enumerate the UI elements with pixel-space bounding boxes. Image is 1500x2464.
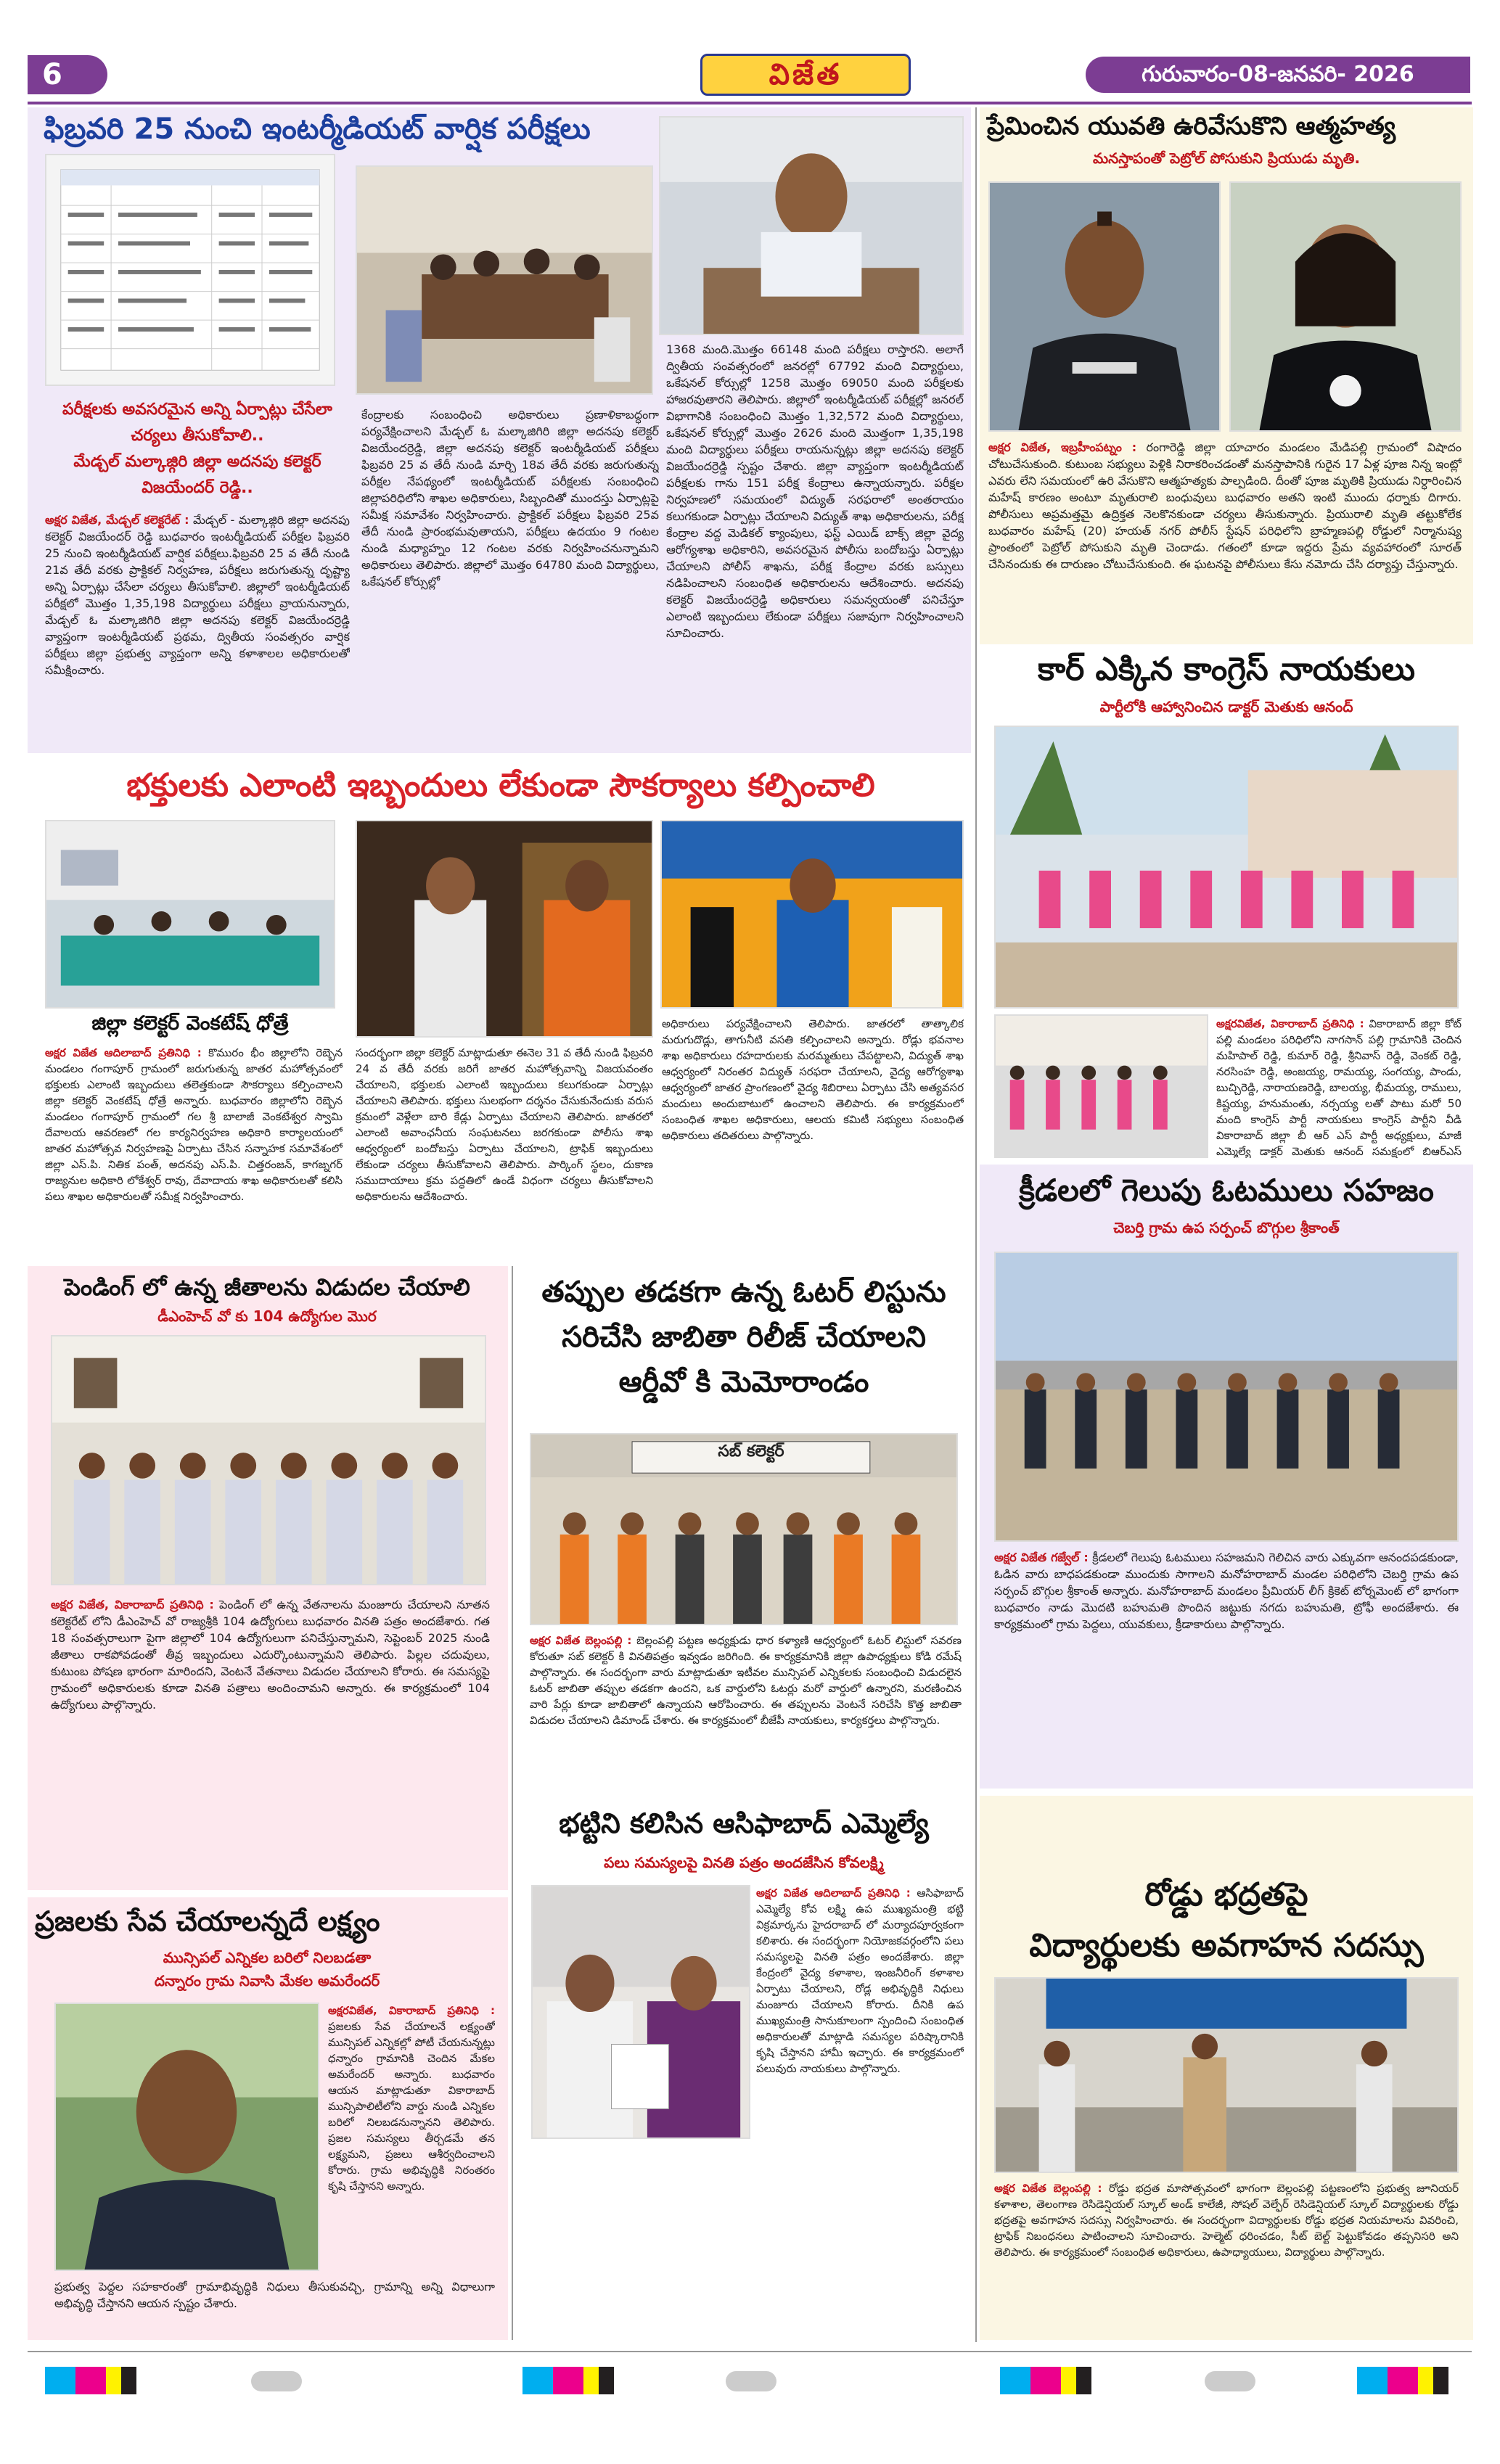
story-suicide-text: రంగారెడ్డి జిల్లా యాచారం మండలం మేడిపల్లి గ్రామంలో విషాదం చోటుచేసుకుంది. కుటుంబ సభ్యులు పెళ్లికి నిరాకరించడంతో మనస్తాపానికి గురైన 17 ఏళ్ల పూజ నిన్న ఇంట్లో ఎవరు లేని సమయంలో ఉరి వేసుకొని ఆత్మహత్యకు పాల్పడింది. దీంతో పూజ మృతికి ప్రియుడు నిర్ధారించిన మహేష్ కారణం అంటూ మృతురాలి బంధువులు బుధవారం అతని ఇంటి ముందు ధర్నాకు దిగారు. పోలీసులు అప్రమత్తమై ఉద్రిక్తత నెలకొనకుండా చర్యలు తీసుకున్నారు. ప్రియురాలి మృతి తట్టుకోలేక బుధవారం మహేష్ (20) హయత్ నగర్ పోలీస్ స్టేషన్ పరిధిలోని బ్రాహ్మణపల్లి రోడ్డులో నిర్మానుష్య ప్రాంతంలో పెట్రోల్ పోసుకుని మృతి చెందాడు. గతంలో కూడా ఇద్దరు ప్రేమ వ్యవహారంలో సూరత్ చేసినందుకు ఈ దారుణం చోటుచేసుకుంది. ఈ ఘటనపై పోలీసులు కేసు నమోదు చేసి దర్యాప్తు చేస్తున్నారు. <box>988 440 1462 571</box>
story-suicide-dateline: అక్షర విజేత, ఇబ్రహీంపట్నం : <box>988 440 1137 454</box>
story-inter-exams-headline: ఫిబ్రవరి 25 నుంచి ఇంటర్మీడియట్ వార్షిక పరీక్షలు <box>44 112 591 146</box>
story-roadsafety-text: రోడ్డు భద్రత మాసోత్సవంలో భాగంగా బెల్లంపల్లి పట్టణంలోని ప్రభుత్వ జూనియర్ కళాశాల, తెలంగాణ రెసిడెన్షియల్ స్కూల్ అండ్ కాలేజీ, సోషల్ వెల్ఫేర్ రెసిడెన్షియల్ స్కూల్ విద్యార్థులకు రోడ్డు భద్రతపై అవగాహన సదస్సు నిర్వహించారు. ఈ సందర్భంగా విద్యార్థులకు రోడ్డు భద్రత నియమాలను వివరించి, ట్రాఫిక్ నిబంధనలు పాటించాలని సూచించారు. హెల్మెట్ ధరించడం, సీట్ బెల్ట్ పెట్టుకోవడం తప్పనిసరి అని తెలిపారు. ఈ కార్యక్రమంలో సంబంధిత అధికారులు, ఉపాధ్యాయులు, విద్యార్థులు పాల్గొన్నారు. <box>994 2182 1459 2259</box>
official-portrait-photo <box>659 116 964 335</box>
candidate-portrait-photo <box>54 2003 319 2271</box>
inter-col-3: 1368 మంది.మొత్తం 66148 మంది పరీక్షలు రాస్తారని. అలాగే ద్వితీయ సంవత్సరంలో జనరల్లో 67792 మంది విద్యార్థులు, ఒకేషనల్ కోర్సుల్లో 1258 మొత్తం 69050 మంది పరీక్షలకు హాజరవుతారని తెలిపారు. జిల్లాలో ఇంటర్మీడియట్ పరీక్షల్లో జనరల్ విభాగానికి సంబంధించి మొత్తం 1,32,572 మంది విద్యార్థులు, ఒకేషనల్ కోర్సుల్లో మొత్తం 2626 మంది మొత్తంగా 1,35,198 మంది విద్యార్థులు పరీక్షలు రాయనున్నట్లు జిల్లా అదనపు కలెక్టర్ విజయేందర్రెడ్డి స్పష్టం చేశారు. జిల్లా వ్యాప్తంగా ఇంటర్మీడియట్ పరీక్షలకు గాను 151 పరీక్ష కేంద్రాలు ఉన్నాయన్నారు. పరీక్షల నిర్వహణలో సమయంలో విద్యుత్ సరఫరాలో అంతరాయం కలుగకుండా ఏర్పాట్లు చేయాలని విద్యుత్ శాఖ అధికారులను, పరీక్ష కేంద్రాల వద్ద మెడికల్ క్యాంపులు, ఫస్ట్ ఎయిడ్ బాక్స్ జిల్లా వైద్య ఆరోగ్యశాఖ అధికారిని, అవసరమైన పోలీసు బందోబస్తు ఏర్పాట్లు చేయాలని పోలీస్ శాఖను, పరీక్ష కేంద్రాల వరకు బస్సులు నడిపించాలని సంబంధిత అధికారులను ఆదేశించారు. అదనపు కలెక్టర్ విజయేందర్రెడ్డి అధికారులు సమన్వయంతో పనిచేస్తూ ఎలాంటి ఇబ్బందులు లేకుండా పరీక్షలు సజావుగా నిర్వహించాలని సూచించారు. <box>666 342 964 640</box>
story-service-headline: ప్రజలకు సేవ చేయాలన్నదే లక్ష్యం <box>35 1905 380 1937</box>
inter-sub-2: చర్యలు తీసుకోవాలి.. <box>131 427 264 445</box>
color-bar-4 <box>1357 2367 1448 2394</box>
story-roadsafety-headline-2: విద్యార్థులకు అవగాహన సదస్సు <box>1029 1927 1424 1964</box>
story-suicide-headline: ప్రేమించిన యువతి ఉరివేసుకొని ఆత్మహత్య <box>987 112 1396 141</box>
story-congress-sub: పార్టీలోకి ఆహ్వానించిన డాక్టర్ మెతుకు ఆనంద్ <box>1099 698 1353 715</box>
story-mla-text: ఆసిఫాబాద్ ఎమ్మెల్యే కోవ లక్ష్మి ఉప ముఖ్యమంత్రి భట్టి విక్రమార్కను హైదరాబాద్ లో మర్యాదపూర్వకంగా కలిశారు. ఈ సందర్భంగా నియోజకవర్గంలోని పలు సమస్యలపై వినతి పత్రం అందజేశారు. జిల్లా కేంద్రంలో వైద్య కళాశాల, ఇంజనీరింగ్ కళాశాల ఏర్పాటు చేయాలని, రోడ్ల అభివృద్ధికి నిధులు మంజూరు చేయాలని కోరారు. దీనికి ఉప ముఖ్యమంత్రి సానుకూలంగా స్పందించి సంబంధిత అధికారులతో మాట్లాడి సమస్యల పరిష్కారానికి కృషి చేస్తానని హామీ ఇచ్చారు. ఈ కార్యక్రమంలో పలువురు నాయకులు పాల్గొన్నారు. <box>756 1886 964 2075</box>
story-service-body <box>328 2003 495 2271</box>
color-bar-2 <box>522 2367 614 2394</box>
issue-date: గురువారం-08-జనవరి- 2026 <box>1086 57 1470 93</box>
inter-sub-1: పరీక్షలకు అవసరమైన అన్ని ఏర్పాట్లు చేసేలా <box>62 401 332 419</box>
story-devotees-col-3: అధికారులు పర్యవేక్షించాలని తెలిపారు. జాతరలో తాత్కాలిక మరుగుదొడ్లు, తాగునీటి వసతి కల్పించాలని అన్నారు. రోడ్లు భవనాల శాఖ అధికారులు రహదారులకు మరమ్మతులు చేపట్టాలని, విద్యుత్ శాఖ ఆధ్వర్యంలో నిరంతర విద్యుత్ సరఫరా చేయాలని, వైద్య ఆరోగ్యశాఖ ఆధ్వర్యంలో జాతర ప్రాంగణంలో వైద్య శిబిరాలు ఏర్పాటు చేసి అత్యవసర మందులు అందుబాటులో ఉంచాలని తెలిపారు. ఈ కార్యక్రమంలో సంబంధిత శాఖల అధికారులు, ఆలయ కమిటీ సభ్యులు సంబంధిత అధికారులు తదితరులు పాల్గొన్నారు. <box>662 1017 964 1142</box>
mla-meeting-photo <box>531 1885 750 2139</box>
inter-col-1 <box>45 512 350 747</box>
story-congress-body <box>1216 1016 1462 1158</box>
story-congress-text: వికారాబాద్ జిల్లా కోట్ పల్లి మండలం పరిధిలోని నాగసాన్ పల్లి గ్రామానికి చెందిన మహిపాల్ రెడ్డి, కుమార్ రెడ్డి, శ్రీనివాస్ రెడ్డి, వెంకట్ రెడ్డి, నరసింహ రెడ్డి, అంజయ్య, రామయ్య, సంగయ్య, పాండు, బుచ్చిరెడ్డి, నారాయణరెడ్డి, బాలయ్య, భీమయ్య, రాములు, కిష్టయ్య, హనుమంతు, నర్సయ్య లతో పాటు మరో 50 మంది కాంగ్రెస్ పార్టీ నాయకులు కాంగ్రెస్ పార్టీని వీడి వికారాబాద్ జిల్లా బీ ఆర్ ఎస్ పార్టీ అధ్యక్షులు, మాజీ ఎమ్మెల్యే డాక్టర్ మెతుకు ఆనంద్ సమక్షంలో బిఆర్ఎస్ <box>1216 1017 1462 1158</box>
salary-memorandum-photo <box>51 1335 486 1585</box>
review-meeting-photo <box>356 165 653 395</box>
collector-caption: జిల్లా కలెక్టర్ వెంకటేష్ ధోత్రే <box>91 1012 289 1035</box>
story-mla-sub: పలు సమస్యలపై వినతి పత్రం అందజేసిన కోవలక్ష్మి <box>604 1854 884 1871</box>
story-voters-headline-1: తప్పుల తడకగా ఉన్న ఓటర్ లిస్టును <box>541 1276 946 1309</box>
story-roadsafety-headline-1: రోడ్డు భద్రతపై <box>1144 1876 1308 1913</box>
temple-blessing-photo <box>356 820 653 1038</box>
header-rule <box>28 102 1472 104</box>
page-number: 6 <box>28 55 107 94</box>
story-service-dateline: అక్షరవిజేత, వికారాబాద్ ప్రతినిధి : <box>328 2004 495 2017</box>
story-suicide-body <box>988 439 1462 641</box>
story-salaries-body <box>51 1596 490 1883</box>
road-safety-photo <box>994 1977 1459 2173</box>
registration-pill-1 <box>251 2371 302 2391</box>
exam-timetable-photo <box>45 154 335 386</box>
congress-group-photo-large <box>994 726 1459 1009</box>
story-devotees-col-2: సందర్భంగా జిల్లా కలెక్టర్ మాట్లాడుతూ ఈనెల 31 వ తేదీ నుండి ఫిబ్రవరి 24 వ తేదీ వరకు జరిగే జాతర మహోత్సవాన్ని విజయవంతం చేయాలని, భక్తులకు ఎలాంటి ఇబ్బందులు కలుగకుండా ఏర్పాట్లు చేయాలని తెలిపారు. భక్తులు సులభంగా దర్శనం చేసుకునేందుకు వరుస క్రమంలో వెళ్లేలా బారి కేడ్లు ఏర్పాటు చేయాలని తెలిపారు. జాతరలో ఎలాంటి అవాంఛనీయ సంఘటనలు జరగకుండా పోలీసు శాఖ ఆధ్వర్యంలో బందోబస్తు ఏర్పాటు చేయాలని, ట్రాఫిక్ ఇబ్బందులు లేకుండా చర్యలు తీసుకోవాలని తెలిపారు. పార్కింగ్ స్థలం, దుకాణ సముదాయాలు క్రమ పద్ధతిలో ఉండే విధంగా చర్యలు తీసుకోవాలని అధికారులను ఆదేశించారు. <box>356 1046 653 1203</box>
young-man-photo <box>988 181 1221 432</box>
story-devotees-col-1-text: కొమురం భీం జిల్లాలోని రెబ్బెన మండలం గంగాపూర్ గ్రామంలో జరుగుతున్న జాతర మహోత్సవంలో భక్తులకు ఎలాంటి ఇబ్బందులు తలెత్తకుండా సౌకర్యాలు కల్పించాలని జిల్లా కలెక్టర్ వెంకటేష్ ధోత్రే అన్నారు. బుధవారం జిల్లాలోని రెబ్బెన మండలం గంగాపూర్ గ్రామంలో గల శ్రీ బాలాజీ వెంకటేశ్వర స్వామి దేవాలయ ఆవరణలో గల కార్యనిర్వహణ అధికారి కార్యాలయంలో జాతర మహోత్సవ నిర్వహణపై ఏర్పాటు చేసిన సన్నాహక సమావేశంలో జిల్లా ఎస్.పి. నితిక పంత్, అదనపు ఎస్.పి. చిత్తరంజన్, కాగజ్నగర్ రాజ్యనుల అధికారి లోకేశ్వర్ రావు, దేవాదాయ శాఖ అధికారులతో కలిసి పలు శాఖల అధికారులతో సమీక్ష నిర్వహించారు. <box>45 1046 343 1203</box>
congress-group-photo-small <box>994 1014 1208 1158</box>
inter-dateline: అక్షర విజేత, మేడ్చల్ కలెక్టరేట్ : <box>45 513 189 527</box>
inter-sub-3: మేడ్చల్ మల్కాజ్గిరి జిల్లా అదనపు కలెక్టర్ <box>73 453 321 471</box>
story-salaries-sub: డీఎంహెచ్ వో కు 104 ఉద్యోగుల మొర <box>157 1307 377 1325</box>
color-bar-3 <box>1000 2367 1091 2394</box>
story-roadsafety-dateline: అక్షర విజేత బెల్లంపల్లి : <box>994 2182 1102 2195</box>
registration-pill-2 <box>726 2371 776 2391</box>
story-devotees-dateline: అక్షర విజేత ఆదిలాబాద్ ప్రతినిధి : <box>45 1046 202 1059</box>
inter-col-1-text: మేడ్చల్ - మల్కాజ్గిరి జిల్లా అదనపు కలెక్టర్ విజయేందర్ రెడ్డి బుధవారం ఇంటర్మీడియట్ పరీక్షల ఫిబ్రవరి 25 నుంచి ఇంటర్మీడియట్ వార్షిక పరీక్షలు.ఫిబ్రవరి 25 వ తేదీ నుండి 21వ తేదీ వరకు ప్రాక్టికల్ నిర్వహణ, పరీక్షలు జరుగుతున్న దృష్ట్యా అన్ని ఏర్పాట్లు చేసేలా చర్యలు తీసుకోవాలి. జిల్లాలో ఇంటర్మీడియట్ పరీక్షలో మొత్తం 1,35,198 విద్యార్థులు పరీక్షలు వ్రాయనున్నారు, మేడ్చల్ ఓ మల్కాజిగిరి జిల్లా అదనపు కలెక్టర్ విజయేందర్రెడ్డి వ్యాప్తంగా ఇంటర్మీడియట్ ప్రథమ, ద్వితీయ సంవత్సరం వార్షిక పరీక్షలు జిల్లా ప్రభుత్వ వ్యాప్తంగా అన్ని కళాశాలల అధికారులతో సమీక్షించారు. <box>45 513 350 677</box>
story-sports-sub: చెబర్తి గ్రామ ఉప సర్పంచ్ బొగ్గుల శ్రీకాంత్ <box>1113 1219 1340 1236</box>
voter-photo-signboard: సబ్ కలెక్టర్ <box>718 1442 784 1461</box>
story-service-text: ప్రజలకు సేవ చేయాలనే లక్ష్యంతో మున్సిపల్ ఎన్నికల్లో పోటీ చేయనున్నట్లు ధన్నారం గ్రామానికి చెందిన మేకల అమరేందర్ అన్నారు. బుధవారం ఆయన మాట్లాడుతూ వికారాబాద్ మున్సిపాలిటీలోని వార్డు నుండి ఎన్నికల బరిలో నిలబడనున్నానని తెలిపారు. ప్రజల సమస్యలు తీర్చడమే తన లక్ష్యమని, ప్రజలు ఆశీర్వదించాలని కోరారు. గ్రామ అభివృద్ధికి నిరంతరం కృషి చేస్తానని అన్నారు. <box>328 2020 495 2193</box>
story-salaries-text: పెండింగ్ లో ఉన్న వేతనాలను మంజూరు చేయాలని నూతన కలెక్టరేట్ లోని డీఎంహెచ్ వో రాజ్యశ్రీకి 104 ఉద్యోగులు బుధవారం వినతి పత్రం అందజేశారు. గత 18 సంవత్సరాలుగా పైగా జిల్లాలో 104 ఉద్యోగులుగా పనిచేస్తున్నామని, సెప్టెంబర్ 2025 నుండి జీతాలు రాకపోవడంతో తీవ్ర ఇబ్బందులు ఎదుర్కొంటున్నామని తెలిపారు. పిల్లల చదువులు, కుటుంబ పోషణ భారంగా మారిందని, వెంటనే వేతనాలు విడుదల చేయాలని కోరారు. ఈ సమస్యపై గ్రామంలో అధికారులకు కూడా వినతి పత్రాలు అందించామని అన్నారు. ఈ కార్యక్రమంలో 104 ఉద్యోగులు పాల్గొన్నారు. <box>51 1598 490 1712</box>
story-devotees-headline: భక్తులకు ఎలాంటి ఇబ్బందులు లేకుండా సౌకర్యాలు కల్పించాలి <box>126 767 875 804</box>
story-voters-headline-3: ఆర్డీవో కి మెమోరాండం <box>618 1366 869 1399</box>
story-suicide-sub: మనస్తాపంతో పెట్రోల్ పోసుకుని ప్రియుడు మృతి. <box>1092 149 1361 167</box>
story-congress-headline: కార్ ఎక్కిన కాంగ్రెస్ నాయకులు <box>1037 651 1415 688</box>
story-mla-dateline: అక్షర విజేత ఆదిలాబాద్ ప్రతినిధి : <box>756 1886 911 1900</box>
inter-sub-4: విజయేందర్ రెడ్డి.. <box>142 479 253 497</box>
story-sports-dateline: అక్షర విజేత గజ్వేల్ : <box>994 1551 1089 1564</box>
story-voters-dateline: అక్షర విజేత బెల్లంపల్లి : <box>530 1634 632 1647</box>
column-divider-middle <box>512 1266 513 2340</box>
mic-speech-photo <box>660 820 964 1009</box>
story-voters-body <box>530 1633 962 1799</box>
cricket-award-photo <box>994 1252 1459 1542</box>
story-mla-headline: భట్టిని కలిసిన ఆసిఫాబాద్ ఎమ్మెల్యే <box>559 1807 929 1839</box>
story-sports-text: క్రీడలలో గెలుపు ఓటములు సహజమని గెలిచిన వారు ఎక్కువగా ఆనందపడకుండా, ఓడిన వారు బాధపడకుండా ముందుకు సాగాలని మనోహరాబాద్ మండల పరిధిలోని చెబర్తి గ్రామ ఉప సర్పంచ్ బొగ్గుల శ్రీకాంత్ అన్నారు. మనోహరాబాద్ మండలం ప్రీమియర్ లీగ్ క్రికెట్ టోర్నమెంట్ లో భాగంగా బుధవారం నాడు మొదటి బహుమతి పొందిన జట్టుకు నగదు బహుమతి, ట్రోఫీ అందజేశారు. ఈ కార్యక్రమంలో గ్రామ పెద్దలు, యువకులు, క్రీడాకారులు పాల్గొన్నారు. <box>994 1551 1459 1631</box>
collector-meeting-photo <box>45 820 335 1009</box>
registration-pill-3 <box>1205 2371 1255 2391</box>
story-congress-dateline: అక్షరవిజేత, వికారాబాద్ ప్రతినిధి : <box>1216 1017 1364 1030</box>
bottom-rule <box>28 2351 1472 2352</box>
story-service-sub-2: దన్నారం గ్రామ నివాసి మేకల అమరేందర్ <box>154 1972 380 1989</box>
story-voters-text: బెల్లంపల్లి పట్టణ అధ్యక్షుడు ధార కళ్యాణి ఆధ్వర్యంలో ఓటర్ లిస్టులో సవరణ కోరుతూ సబ్ కలెక్టర్ కి వినతిపత్రం ఇవ్వడం జరిగింది. ఈ కార్యక్రమానికి జిల్లా ఉపాధ్యక్షులు కోడి రమేష్ పాల్గొన్నారు. ఈ సందర్భంగా వారు మాట్లాడుతూ ఇటీవల మున్సిపల్ ఎన్నికలకు సంబంధించి విడుదలైన ఓటర్ జాబితా తప్పుల తడకగా ఉందని, ఒక వార్డులోని ఓటర్లు మరో వార్డులో ఉన్నారని, మరణించిన వారి పేర్లు కూడా జాబితాలో ఉన్నాయని ఆరోపించారు. ఈ తప్పులను వెంటనే సరిచేసి కొత్త జాబితా విడుదల చేయాలని డిమాండ్ చేశారు. ఈ కార్యక్రమంలో బీజేపీ నాయకులు, కార్యకర్తలు పాల్గొన్నారు. <box>530 1634 962 1727</box>
story-voters-headline-2: సరిచేసి జాబితా రిలీజ్ చేయాలని <box>562 1321 926 1354</box>
story-sports-headline: క్రీడలలో గెలుపు ఓటములు సహజం <box>1019 1173 1434 1208</box>
story-devotees-col-1 <box>45 1045 343 1255</box>
story-roadsafety-body <box>994 2180 1459 2336</box>
young-woman-photo <box>1229 181 1462 432</box>
story-salaries-dateline: అక్షర విజేత, వికారాబాద్ ప్రతినిధి : <box>51 1598 214 1611</box>
color-bar-1 <box>45 2367 136 2394</box>
story-service-sub-1: మున్సిపల్ ఎన్నికల బరిలో నిలబడతా <box>163 1949 372 1966</box>
story-salaries-headline: పెండింగ్ లో ఉన్న జీతాలను విడుదల చేయాలి <box>64 1273 470 1301</box>
column-divider-right <box>975 107 977 2342</box>
masthead-logo: విజేత <box>700 54 911 96</box>
story-service-bottom: ప్రభుత్వ పెద్దల సహకారంతో గ్రామాభివృద్ధికి నిధులు తీసుకువచ్చి, గ్రామాన్ని అన్ని విధాలుగా అభివృద్ధి చేస్తానని ఆయన స్పష్టం చేశారు. <box>54 2280 495 2310</box>
story-sports-body <box>994 1549 1459 1781</box>
inter-col-2: కేంద్రాలకు సంబంధించి అధికారులు ప్రణాళికాబద్ధంగా పర్యవేక్షించాలని మేడ్చల్ ఓ మల్కాజిగిరి జిల్లా అదనపు కలెక్టర్ విజయేందర్రెడ్డి, జిల్లా అదనపు కలెక్టర్ ఇంటర్మీడియట్ పరీక్షలు ఫిబ్రవరి 25 వ తేదీ నుండి మార్చి 18వ తేదీ వరకు జరుగుతున్న పరీక్షల నేపథ్యంలో ఇంటర్మీడియట్ పరీక్షలకు సంబంధించి జిల్లాపరిధిలోని శాఖల అధికారులు, సిబ్బందితో ముందస్తు ఏర్పాట్లపై సమీక్ష సమావేశం నిర్వహించారు. ప్రాక్టికల్ పరీక్షలు ఫిబ్రవరి 25వ తేదీ నుండి ప్రారంభమవుతాయని, పరీక్షలు ఉదయం 9 గంటల నుండి మధ్యాహ్నం 12 గంటల వరకు నిర్వహించనున్నామని అధికారులు తెలిపారు. జిల్లాలో మొత్తం 64780 మంది విద్యార్థులు, ఒకేషనల్ కోర్సుల్లో <box>361 408 659 588</box>
story-mla-body <box>756 1885 964 2153</box>
